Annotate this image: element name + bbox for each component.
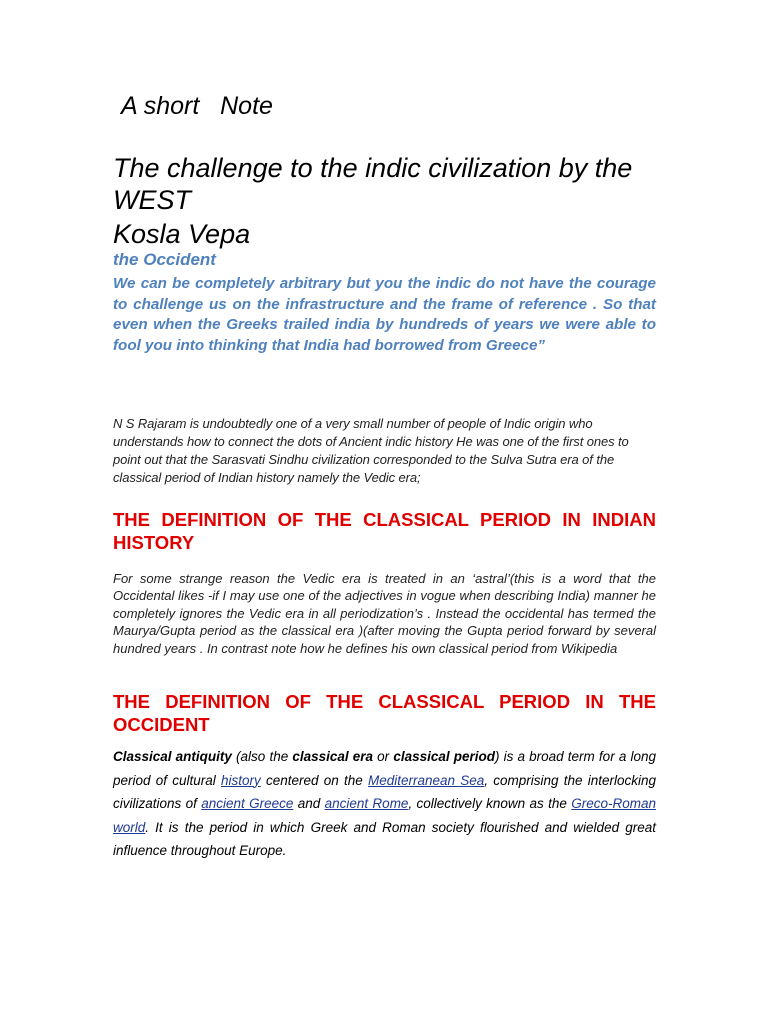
link-ancient-greece[interactable]: ancient Greece — [201, 796, 294, 811]
paragraph-vedic-era: For some strange reason the Vedic era is treated in an ‘astral’(this is a word that the Occidental likes -if I may use one of the adjectives in vogue when describing India) manner he completely ignores the Vedic era in all periodization’s . Instead the occidental has termed the Maurya/Gupta period as the classical era )(after moving the Gupta period forward by several hundred years . In contrast note how he defines his own classical period from Wikipedia — [113, 571, 656, 656]
term-classical-era: classical era — [292, 749, 374, 764]
text: ) is a broad term for a long period of cultural — [113, 749, 656, 788]
text: (also the — [231, 749, 293, 764]
term-classical-period: classical period — [393, 749, 495, 764]
wikipedia-excerpt — [113, 745, 656, 863]
document-title: The challenge to the indic civilization by the WEST — [113, 153, 633, 215]
heading-classical-indian: THE DEFINITION OF THE CLASSICAL PERIOD IN INDIAN HISTORY — [113, 509, 656, 553]
occident-heading: the Occident — [113, 250, 216, 269]
heading-classical-occident: THE DEFINITION OF THE CLASSICAL PERIOD IN THE OCCIDENT — [113, 691, 656, 735]
link-history[interactable]: history — [220, 772, 261, 788]
paragraph-rajaram: N S Rajaram is undoubtedly one of a very small number of people of Indic origin who understands how to connect the dots of Ancient indic history He was one of the first ones to point out that the Sarasvati Sindhu civilization corresponded to the Sulva Sutra era of the classical period of Indian history namely the Vedic era; — [113, 416, 629, 485]
link-greco-roman-world[interactable]: Greco-Roman world — [113, 796, 656, 835]
term-classical-antiquity: Classical antiquity — [113, 749, 232, 764]
text: , comprising the interlocking civilizations of — [113, 772, 657, 811]
text: or — [373, 749, 394, 764]
text: . It is the period in which Greek and Roman society flourished and wielded great influence throughout Europe. — [113, 819, 656, 858]
text: , collectively known as the — [408, 796, 572, 811]
link-ancient-rome[interactable]: ancient Rome — [324, 796, 409, 811]
occident-quote: We can be completely arbitrary but you the indic do not have the courage to challenge us on the infrastructure and the frame of reference . So that even when the Greeks trailed india by hundreds of years we were able to fool you into thinking that India had borrowed from Greece” — [113, 275, 656, 354]
text: and — [293, 796, 325, 811]
text: centered on the — [260, 772, 368, 788]
author-name: Kosla Vepa — [113, 219, 251, 249]
note-label: A short Note — [121, 92, 273, 120]
link-mediterranean-sea[interactable]: Mediterranean Sea — [367, 772, 485, 788]
